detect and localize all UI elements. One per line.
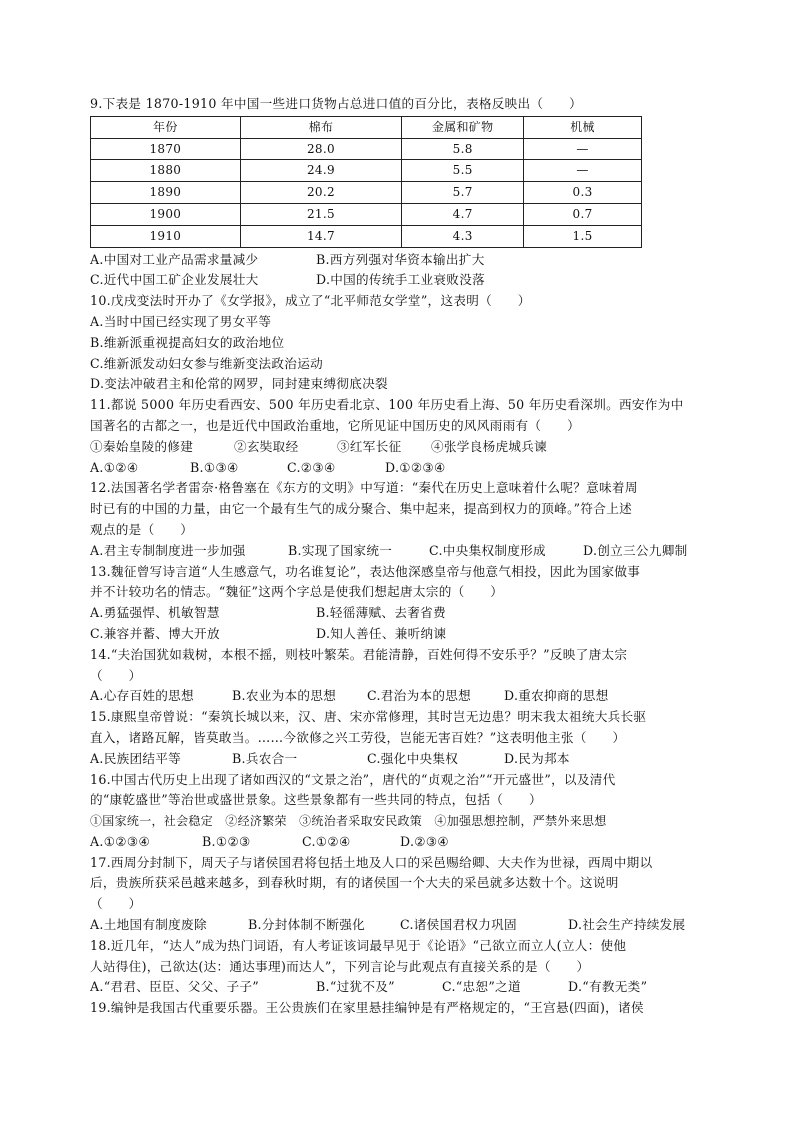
option-d: D.知人善任、兼听纳谏 bbox=[316, 625, 447, 641]
q19-stem-line1: 19.编钟是我国古代重要乐器。王公贵族们在家里悬挂编钟是有严格规定的，“王宫悬(四面)，诸侯 bbox=[90, 1000, 644, 1016]
q17-stem-line1: 17.西周分封制下，周天子与诸侯国君将包括土地及人口的采邑赐给卿、大夫作为世禄，西周中期以 bbox=[90, 854, 653, 870]
q13-stem-line2: 并不计较功名的情志。“魏征”这两个字总是使我们想起唐太宗的（ ） bbox=[90, 584, 504, 600]
table-cell: 5.7 bbox=[402, 182, 524, 204]
table-cell: — bbox=[524, 160, 642, 182]
option-b: B.农业为本的思想 bbox=[232, 688, 337, 704]
table-cell: 1870 bbox=[91, 138, 241, 160]
table-cell: 1910 bbox=[91, 225, 241, 247]
q16-items: ①国家统一，社会稳定 ②经济繁荣 ③统治者采取安民政策 ④加强思想控制，严禁外来思想 bbox=[90, 814, 607, 829]
table-cell: 4.3 bbox=[402, 225, 524, 247]
q15-stem-line2: 直入，诸路瓦解，皆莫敢当。……今欲修之兴工劳役，岂能无害百姓？”这表明他主张（ ） bbox=[90, 729, 626, 745]
table-cell: 1890 bbox=[91, 182, 241, 204]
option-b: B.维新派重视提高妇女的政治地位 bbox=[90, 334, 285, 350]
q12-stem-line2: 时已有的中国的力量，由它一个最有生气的成分聚合、集中起来，提高到权力的顶峰。”符合上述 bbox=[90, 501, 632, 517]
option-a: A.心存百姓的思想 bbox=[90, 688, 194, 704]
table-row bbox=[91, 182, 642, 204]
option-a: A.君主专制制度进一步加强 bbox=[90, 542, 246, 558]
table-cell: 0.7 bbox=[524, 203, 642, 225]
option-c: C.维新派发动妇女参与维新变法政治运动 bbox=[90, 355, 323, 371]
table-header: 金属和矿物 bbox=[402, 116, 524, 138]
option-d: D.重农抑商的思想 bbox=[504, 688, 609, 704]
q14-stem-line1: 14.“夫治国犹如栽树，本根不摇，则枝叶繁茱。君能清静，百姓何得不安乐乎？”反映了唐太宗 bbox=[90, 646, 628, 662]
option-c: C.强化中央集权 bbox=[367, 750, 459, 766]
option-d: D.变法冲破君主和伦常的网罗，同封建束缚彻底决裂 bbox=[90, 376, 388, 392]
option-d: D.社会生产持续发展 bbox=[568, 917, 686, 933]
option-c: C.诸侯国君权力巩固 bbox=[400, 917, 517, 933]
q11-stem-line1: 11.都说 5000 年历史看西安、500 年历史看北京、100 年历史看上海、50 年历史看深圳。西安作为中 bbox=[90, 397, 684, 413]
table-row bbox=[91, 138, 642, 160]
q9-options-row1 bbox=[90, 250, 710, 271]
q10-stem: 10.戊戌变法时开办了《女学报》，成立了“北平师范女学堂”，这表明（ ） bbox=[90, 293, 531, 309]
q13-options-row1 bbox=[90, 603, 710, 624]
table-header: 机械 bbox=[524, 116, 642, 138]
option-a: A.①②③④ bbox=[90, 833, 151, 849]
option-a: A.民族团结平等 bbox=[90, 750, 182, 766]
q15-options bbox=[90, 749, 710, 770]
q9-options-row2 bbox=[90, 270, 710, 291]
option-b: B.实现了国家统一 bbox=[288, 542, 393, 558]
option-a: A.①②④ bbox=[90, 459, 139, 475]
option-b: B.分封体制不断强化 bbox=[248, 917, 366, 933]
table-row bbox=[91, 225, 642, 247]
q11-options bbox=[90, 458, 710, 479]
option-c: C.①②④ bbox=[302, 833, 351, 849]
item-3: ③红军长征 bbox=[337, 438, 402, 454]
option-b: B.“过犹不及” bbox=[316, 979, 395, 995]
option-c: C.兼容并蓄、博大开放 bbox=[90, 625, 220, 641]
q13-stem-line1: 13.魏征曾写诗言道“人生感意气，功名谁复论”，表达他深感皇帝与他意气相投，因此为国家做事 bbox=[90, 563, 641, 579]
option-a: A.中国对工业产品需求量减少 bbox=[90, 251, 259, 267]
table-header-row bbox=[91, 116, 642, 138]
q14-options bbox=[90, 686, 710, 707]
option-c: C.中央集权制度形成 bbox=[429, 542, 546, 558]
option-b: B.西方列强对华资本输出扩大 bbox=[316, 251, 485, 267]
table-row bbox=[91, 203, 642, 225]
table-cell: 1.5 bbox=[524, 225, 642, 247]
option-d: D.②③④ bbox=[400, 833, 450, 849]
table-header: 棉布 bbox=[240, 116, 402, 138]
q14-stem-line2: （ ） bbox=[90, 667, 142, 683]
table-cell: 14.7 bbox=[240, 225, 402, 247]
table-cell: 4.7 bbox=[402, 203, 524, 225]
option-b: B.①③④ bbox=[190, 459, 239, 475]
q9-stem: 9.下表是 1870-1910 年中国一些进口货物占总进口值的百分比，表格反映出（ ） bbox=[90, 96, 582, 111]
table-cell: 1880 bbox=[91, 160, 241, 182]
option-a: A.勇猛强悍、机敏智慧 bbox=[90, 605, 220, 621]
table-header: 年份 bbox=[91, 116, 241, 138]
q18-stem-line2: 人站得住)，己欲达(达：通达事理)而达人”，下列言论与此观点有直接关系的是（ ） bbox=[90, 958, 590, 974]
option-a: A.当时中国已经实现了男女平等 bbox=[90, 313, 272, 329]
q12-options bbox=[90, 541, 710, 562]
q12-stem-line1: 12.法国著名学者雷奈·格鲁塞在《东方的文明》中写道：“秦代在历史上意味着什么呢？意味着周 bbox=[90, 480, 638, 496]
table-cell: 5.8 bbox=[402, 138, 524, 160]
option-c: C.近代中国工矿企业发展壮大 bbox=[90, 272, 259, 288]
option-c: C.君治为本的思想 bbox=[367, 688, 472, 704]
q16-stem-line2: 的“康乾盛世”等治世或盛世景象。这些景象都有一些共同的特点，包括（ ） bbox=[90, 792, 542, 808]
option-b: B.轻徭薄赋、去奢省费 bbox=[316, 605, 446, 621]
q12-stem-line3: 观点的是（ ） bbox=[90, 521, 194, 537]
q17-stem-line2: 后，贵族所获采邑越来越多，到春秋时期，有的诸侯国一个大夫的采邑就多达数十个。这说明 bbox=[90, 875, 619, 891]
option-a: A.“君君、臣臣、父父、子子” bbox=[90, 979, 260, 995]
option-c: C.“忠恕”之道 bbox=[442, 979, 521, 995]
table-cell: 1900 bbox=[91, 203, 241, 225]
table-cell: 28.0 bbox=[240, 138, 402, 160]
import-percentage-table bbox=[90, 116, 642, 248]
table-cell: 5.5 bbox=[402, 160, 524, 182]
option-d: D.“有教无类” bbox=[568, 979, 648, 995]
table-cell: 0.3 bbox=[524, 182, 642, 204]
q17-stem-line3: （ ） bbox=[90, 896, 142, 912]
q18-stem-line1: 18.近几年，“达人”成为热门词语，有人考证该词最早见于《论语》“己欲立而立人(立人：使他 bbox=[90, 937, 627, 953]
item-4: ④张学良杨虎城兵谏 bbox=[431, 438, 548, 454]
q11-stem-line2: 国著名的古都之一，也是近代中国政治重地，它所见证中国历史的风风雨雨有（ ） bbox=[90, 417, 580, 433]
option-d: D.民为邦本 bbox=[504, 750, 570, 766]
item-2: ②玄奘取经 bbox=[234, 438, 299, 454]
table-cell: 21.5 bbox=[240, 203, 402, 225]
q13-options-row2 bbox=[90, 624, 710, 645]
table-cell: 20.2 bbox=[240, 182, 402, 204]
q11-items bbox=[90, 437, 710, 458]
table-row bbox=[91, 160, 642, 182]
option-d: D.创立三公九卿制 bbox=[583, 542, 688, 558]
question-list bbox=[90, 94, 710, 1019]
item-1: ①秦始皇陵的修建 bbox=[90, 438, 194, 454]
q15-stem-line1: 15.康熙皇帝曾说：“秦筑长城以来，汉、唐、宋亦常修理，其时岂无边患？明末我太祖统大兵长驱 bbox=[90, 709, 647, 725]
option-d: D.中国的传统手工业衰败没落 bbox=[316, 272, 485, 288]
table-cell: — bbox=[524, 138, 642, 160]
option-d: D.①②③④ bbox=[385, 459, 446, 475]
table-cell: 24.9 bbox=[240, 160, 402, 182]
q16-options bbox=[90, 832, 710, 853]
option-c: C.②③④ bbox=[287, 459, 336, 475]
option-b: B.兵农合一 bbox=[232, 750, 298, 766]
q17-options bbox=[90, 915, 710, 936]
q18-options bbox=[90, 977, 710, 998]
q16-stem-line1: 16.中国古代历史上出现了诸如西汉的“文景之治”，唐代的“贞观之治”“开元盛世”，以及清代 bbox=[90, 771, 616, 787]
option-b: B.①②③ bbox=[202, 833, 251, 849]
option-a: A.土地国有制度废除 bbox=[90, 917, 207, 933]
